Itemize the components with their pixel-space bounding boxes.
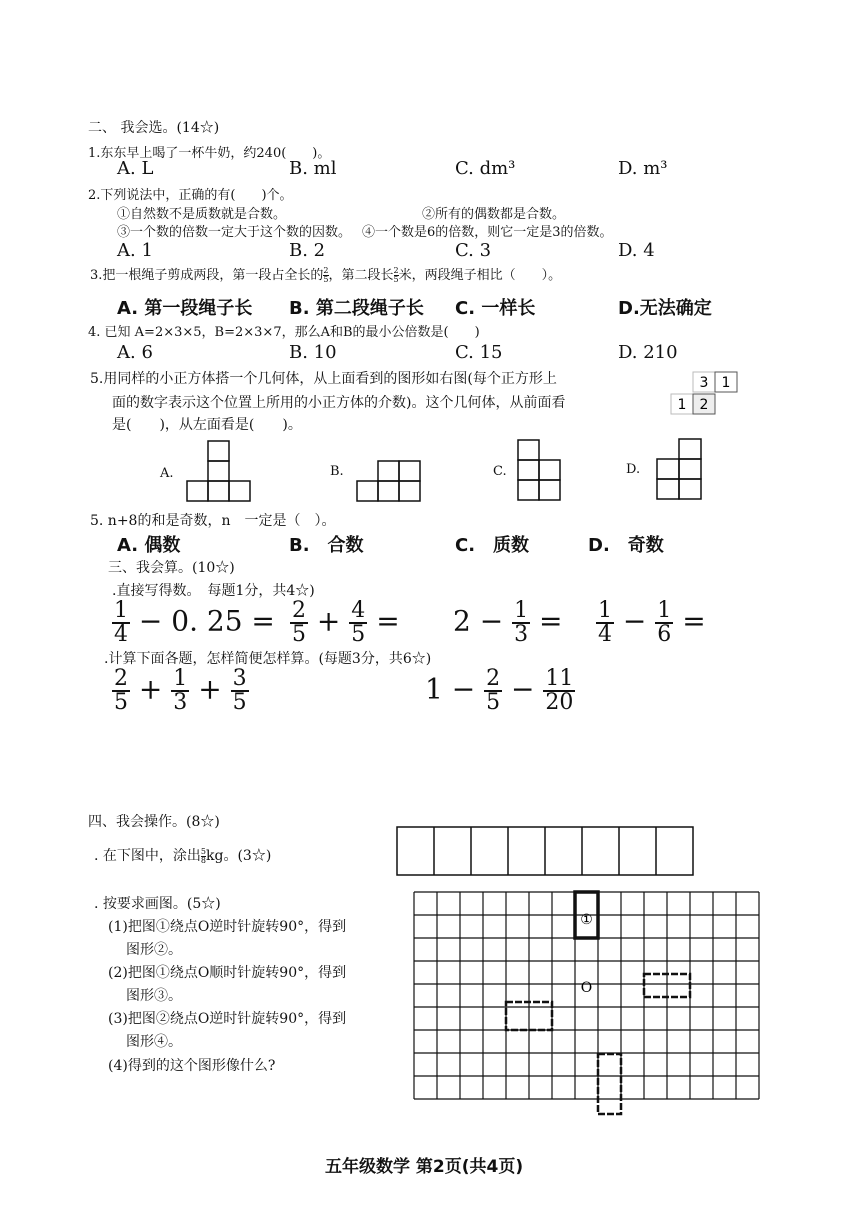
question-2: 2.下列说法中，正确的有( )个。 bbox=[88, 188, 293, 203]
equals: = bbox=[682, 604, 706, 638]
numerator: 5 bbox=[200, 846, 206, 856]
q3-text-post: 米，两段绳子相比（ ）。 bbox=[398, 268, 562, 283]
equals: = bbox=[376, 604, 400, 638]
section-4-part-1 bbox=[94, 845, 271, 865]
denominator: 5 bbox=[486, 690, 501, 715]
top-view-num: 1 bbox=[677, 397, 687, 413]
section-2-title: 二、 我会选。(14☆) bbox=[88, 120, 220, 136]
q2-statement-1: ①自然数不是质数就是合数。 bbox=[117, 207, 287, 222]
q3-option-a: A. 第一段绳子长 bbox=[117, 298, 253, 319]
q5-line-2: 面的数字表示这个位置上所用的小正方体的介数)。这个几何体，从前面看 bbox=[112, 395, 566, 411]
rotation-grid bbox=[412, 888, 764, 1118]
step-2-line-1: (2)把图①绕点O顺时针旋转90°，得到 bbox=[108, 965, 347, 981]
numerator: 1 bbox=[657, 598, 672, 623]
section-4-title: 四、我会操作。(8☆) bbox=[88, 814, 220, 830]
q3-f2-num: 2 bbox=[393, 266, 399, 275]
q1-option-c: C. dm³ bbox=[455, 158, 516, 179]
point-o-label: O bbox=[580, 980, 593, 996]
numerator: 2 bbox=[114, 666, 128, 691]
q2-statement-3: ③一个数的倍数一定大于这个数的因数。 bbox=[117, 225, 352, 240]
q5-line-3: 是( )，从左面看是( )。 bbox=[112, 417, 302, 433]
numerator: 2 bbox=[292, 598, 306, 623]
q1-option-b: B. ml bbox=[289, 158, 337, 179]
calculation-2 bbox=[425, 668, 575, 714]
top-view-num: 2 bbox=[699, 397, 709, 413]
fraction bbox=[596, 600, 614, 646]
denominator: 5 bbox=[232, 690, 247, 715]
numerator: 1 bbox=[173, 666, 188, 691]
q3-f1-num: 2 bbox=[323, 266, 329, 275]
q4-option-b: B. 10 bbox=[289, 342, 337, 363]
q6-option-d: D. 奇数 bbox=[588, 535, 664, 556]
q3-option-d: D.无法确定 bbox=[618, 298, 712, 319]
section-4-part-2: . 按要求画图。(5☆) bbox=[94, 896, 221, 912]
q2-statement-4: ④一个数是6的倍数，则它一定是3的倍数。 bbox=[362, 225, 613, 240]
numerator: 3 bbox=[232, 666, 247, 691]
operator: − bbox=[622, 604, 647, 638]
step-1-line-2: 图形②。 bbox=[126, 942, 182, 958]
q6-option-a: A. 偶数 bbox=[117, 535, 181, 556]
denominator: 3 bbox=[173, 690, 188, 715]
q5-option-a-figure bbox=[185, 438, 255, 504]
q5-option-b-figure bbox=[355, 458, 425, 504]
q5-top-view-figure bbox=[665, 368, 755, 418]
q3-text-pre: 3.把一根绳子剪成两段，第一段占全长的 bbox=[90, 268, 324, 283]
denominator: 5 bbox=[351, 622, 366, 647]
q5-option-d-label: D. bbox=[626, 462, 641, 477]
step-3-line-2: 图形④。 bbox=[126, 1034, 182, 1050]
numerator: 1 bbox=[598, 598, 612, 623]
q5-option-d-figure bbox=[654, 436, 706, 502]
expression-text: − 0. 25 = bbox=[138, 604, 275, 638]
q1-option-a: A. L bbox=[117, 158, 154, 179]
operator: + bbox=[198, 672, 222, 706]
numerator: 2 bbox=[486, 666, 501, 691]
fraction bbox=[112, 668, 130, 714]
shading-strip bbox=[396, 826, 696, 878]
question-4: 4. 已知 A=2×3×5，B=2×3×7，那么A和B的最小公倍数是( ) bbox=[88, 325, 480, 340]
step-4: (4)得到的这个图形像什么? bbox=[108, 1058, 276, 1074]
step-3-line-1: (3)把图②绕点O逆时针旋转90°，得到 bbox=[108, 1011, 347, 1027]
q3-option-b: B. 第二段绳子长 bbox=[289, 298, 424, 319]
expression-2 bbox=[290, 600, 400, 646]
operator: − bbox=[511, 672, 535, 706]
denominator: 5 bbox=[292, 622, 306, 647]
step-1-line-1: (1)把图①绕点O逆时针旋转90°，得到 bbox=[108, 919, 347, 935]
q5-option-a-label: A. bbox=[160, 466, 174, 481]
q1-option-d: D. m³ bbox=[618, 158, 668, 179]
numerator: 1 bbox=[114, 598, 128, 623]
expression-4 bbox=[596, 600, 706, 646]
numerator: 1 bbox=[514, 598, 529, 623]
question-3 bbox=[90, 264, 561, 284]
fraction bbox=[171, 668, 189, 714]
expression-text: 2 − bbox=[453, 604, 504, 638]
q4-option-d: D. 210 bbox=[618, 342, 678, 363]
q6-option-b: B. 合数 bbox=[289, 535, 364, 556]
expression-1 bbox=[112, 600, 275, 646]
equals: = bbox=[539, 604, 563, 638]
numerator: 11 bbox=[545, 666, 574, 691]
q5-option-b-label: B. bbox=[330, 464, 344, 479]
denominator: 3 bbox=[514, 622, 529, 647]
part-1-text: . 在下图中，涂出 bbox=[94, 848, 201, 864]
part-1-text: kg。(3☆) bbox=[206, 848, 272, 864]
q4-option-c: C. 15 bbox=[455, 342, 503, 363]
fraction bbox=[655, 600, 673, 646]
q2-statement-2: ②所有的偶数都是合数。 bbox=[422, 207, 566, 222]
question-1: 1.东东早上喝了一杯牛奶，约240( )。 bbox=[88, 146, 331, 161]
q3-text-mid: ，第二段长 bbox=[328, 268, 394, 283]
section-3-title: 三、我会算。(10☆) bbox=[108, 560, 235, 576]
q2-option-c: C. 3 bbox=[455, 240, 492, 261]
section-3-part-1: .直接写得数。 每题1分，共4☆) bbox=[112, 583, 315, 599]
q5-option-c-figure bbox=[515, 437, 570, 503]
operator: + bbox=[316, 604, 341, 638]
fraction bbox=[512, 600, 530, 646]
denominator: 20 bbox=[545, 690, 574, 715]
denominator: 4 bbox=[114, 622, 128, 647]
denominator: 6 bbox=[657, 622, 672, 647]
question-6: 5. n+8的和是奇数，n 一定是（ ）。 bbox=[90, 513, 336, 529]
q4-option-a: A. 6 bbox=[117, 342, 153, 363]
q5-line-1: 5.用同样的小正方体搭一个几何体，从上面看到的图形如右图(每个正方形上 bbox=[90, 371, 557, 387]
q6-option-c: C. 质数 bbox=[455, 535, 530, 556]
expression-3 bbox=[453, 600, 562, 646]
fraction bbox=[349, 600, 367, 646]
fraction bbox=[484, 668, 502, 714]
fraction bbox=[290, 600, 308, 646]
denominator: 4 bbox=[598, 622, 612, 647]
q3-f2-den: 5 bbox=[393, 275, 399, 284]
calculation-1 bbox=[112, 668, 249, 714]
drawn-rectangle bbox=[598, 1054, 621, 1114]
top-view-num: 3 bbox=[699, 375, 709, 391]
expression-text: 1 − bbox=[425, 672, 476, 706]
q2-option-d: D. 4 bbox=[618, 240, 655, 261]
q2-option-b: B. 2 bbox=[289, 240, 326, 261]
q3-f1-den: 5 bbox=[323, 275, 329, 284]
q2-option-a: A. 1 bbox=[117, 240, 153, 261]
numerator: 4 bbox=[351, 598, 366, 623]
figure-1-label: ① bbox=[580, 912, 593, 928]
fraction bbox=[543, 668, 575, 714]
page-footer: 五年级数学 第2页(共4页) bbox=[325, 1157, 524, 1177]
operator: + bbox=[138, 672, 163, 706]
denominator: 8 bbox=[200, 855, 206, 865]
top-view-num: 1 bbox=[721, 375, 731, 391]
step-2-line-2: 图形③。 bbox=[126, 988, 182, 1004]
fraction bbox=[112, 600, 130, 646]
denominator: 5 bbox=[114, 690, 128, 715]
q3-option-c: C. 一样长 bbox=[455, 298, 536, 319]
fraction bbox=[231, 668, 249, 714]
section-3-part-2: .计算下面各题，怎样简便怎样算。(每题3分，共6☆) bbox=[104, 651, 432, 667]
q5-option-c-label: C. bbox=[493, 464, 507, 479]
